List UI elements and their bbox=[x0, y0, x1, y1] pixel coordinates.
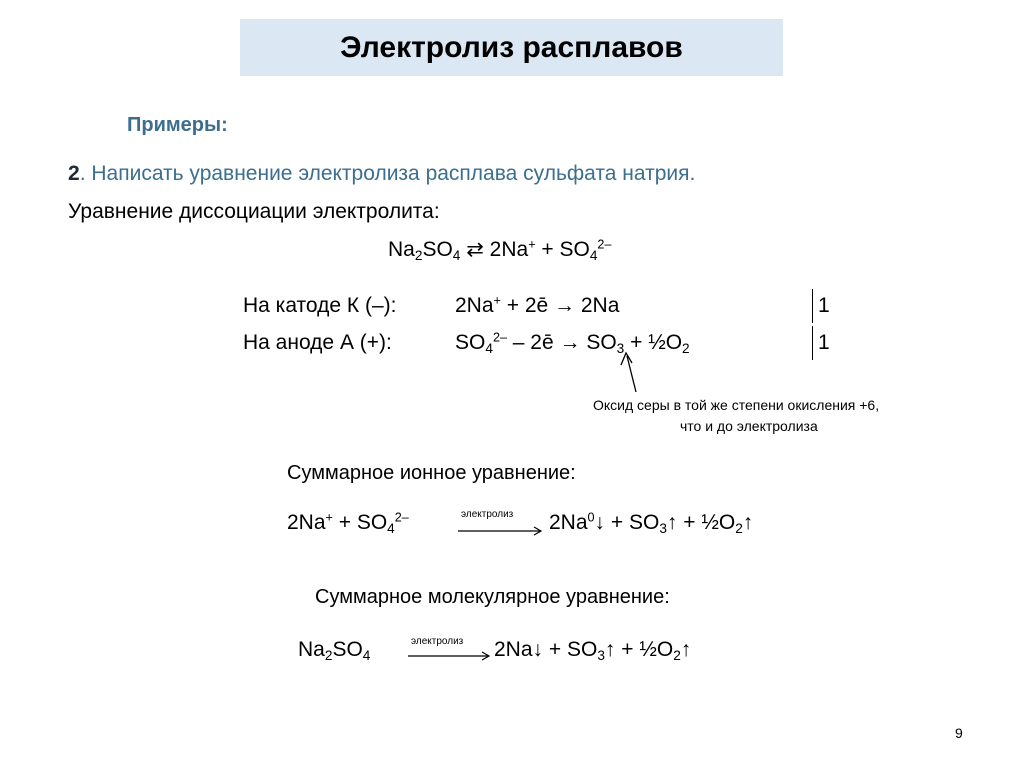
eq-sup: 2– bbox=[394, 510, 409, 525]
ionic-arrow-label: электролиз bbox=[461, 509, 514, 520]
ionic-lhs bbox=[287, 511, 409, 535]
eq-sub: 4 bbox=[452, 248, 461, 264]
eq-sup: 2– bbox=[492, 330, 507, 345]
eq-sub: 3 bbox=[659, 521, 667, 537]
eq-part: ↑ bbox=[742, 511, 754, 534]
note-line-1: Оксид серы в той же степени окисления +6, bbox=[593, 397, 880, 413]
cathode-bar bbox=[812, 289, 813, 323]
anode-coefficient: 1 bbox=[818, 331, 830, 354]
molecular-reaction-arrow-icon bbox=[407, 651, 491, 661]
eq-sub: 4 bbox=[485, 341, 493, 357]
eq-sub: 2 bbox=[414, 248, 423, 264]
eq-part: Na bbox=[298, 638, 325, 661]
eq-part: + SO bbox=[332, 511, 388, 534]
pointer-arrow-icon bbox=[615, 350, 645, 395]
eq-sub: 3 bbox=[616, 341, 625, 357]
eq-part: + SO bbox=[535, 238, 590, 261]
page-number: 9 bbox=[955, 725, 963, 741]
molecular-rhs bbox=[494, 638, 691, 662]
cathode-coefficient: 1 bbox=[818, 294, 830, 317]
task-text: Написать уравнение электролиза расплава сульфата натрия. bbox=[85, 162, 696, 185]
eq-part: + ½O bbox=[624, 331, 683, 354]
examples-label: Примеры: bbox=[127, 114, 228, 136]
task-number: 2 bbox=[68, 162, 80, 185]
anode-equation bbox=[455, 331, 690, 355]
eq-part: 2Na bbox=[455, 294, 494, 317]
dissociation-label: Уравнение диссоциации электролита: bbox=[68, 200, 440, 223]
eq-sup: 2– bbox=[597, 237, 612, 252]
cathode-equation bbox=[455, 294, 619, 318]
dissociation-equation bbox=[388, 237, 611, 262]
eq-sub: 4 bbox=[589, 248, 598, 264]
eq-part: Na bbox=[388, 238, 415, 261]
ionic-label: Суммарное ионное уравнение: bbox=[287, 462, 576, 484]
eq-part: ↑ + ½O bbox=[604, 638, 674, 661]
eq-sub: 2 bbox=[324, 648, 333, 664]
eq-sub: 2 bbox=[735, 521, 743, 537]
eq-part: ↓ + SO bbox=[594, 511, 660, 534]
anode-bar bbox=[812, 326, 813, 360]
molecular-label: Суммарное молекулярное уравнение: bbox=[315, 586, 670, 608]
eq-part: SO bbox=[455, 331, 486, 354]
eq-part: ↑ + ½O bbox=[666, 511, 736, 534]
title-box bbox=[240, 19, 783, 76]
eq-sub: 3 bbox=[597, 648, 605, 664]
eq-part: + 2ē → 2Na bbox=[500, 294, 620, 317]
eq-sub: 2 bbox=[673, 648, 681, 664]
eq-sub: 4 bbox=[387, 521, 395, 537]
molecular-arrow-label: электролиз bbox=[411, 636, 464, 647]
eq-sup: + bbox=[493, 293, 501, 308]
eq-sub: 2 bbox=[682, 341, 690, 357]
eq-sup: 0 bbox=[587, 510, 595, 525]
eq-part: SO bbox=[422, 238, 453, 261]
eq-part: 2Na bbox=[287, 511, 326, 534]
eq-sup: + bbox=[528, 237, 536, 252]
eq-sub: 4 bbox=[362, 648, 371, 664]
eq-part: ↑ bbox=[680, 638, 692, 661]
task-dot: . bbox=[79, 162, 86, 185]
ionic-rhs bbox=[549, 511, 753, 535]
molecular-lhs bbox=[298, 638, 370, 662]
eq-part: 2Na↓ + SO bbox=[494, 638, 598, 661]
eq-part: SO bbox=[332, 638, 363, 661]
eq-part: 2Na bbox=[549, 511, 588, 534]
eq-sup: + bbox=[325, 510, 333, 525]
eq-part: ⇄ 2Na bbox=[460, 238, 529, 261]
note-line-2: что и до электролиза bbox=[680, 418, 818, 434]
slide-title: Электролиз расплавов bbox=[340, 30, 683, 64]
anode-label: На аноде А (+): bbox=[243, 331, 392, 354]
task-statement bbox=[68, 162, 695, 186]
ionic-reaction-arrow-icon bbox=[457, 526, 543, 536]
cathode-label: На катоде К (–): bbox=[243, 294, 397, 317]
eq-part: – 2ē → SO bbox=[506, 331, 617, 354]
